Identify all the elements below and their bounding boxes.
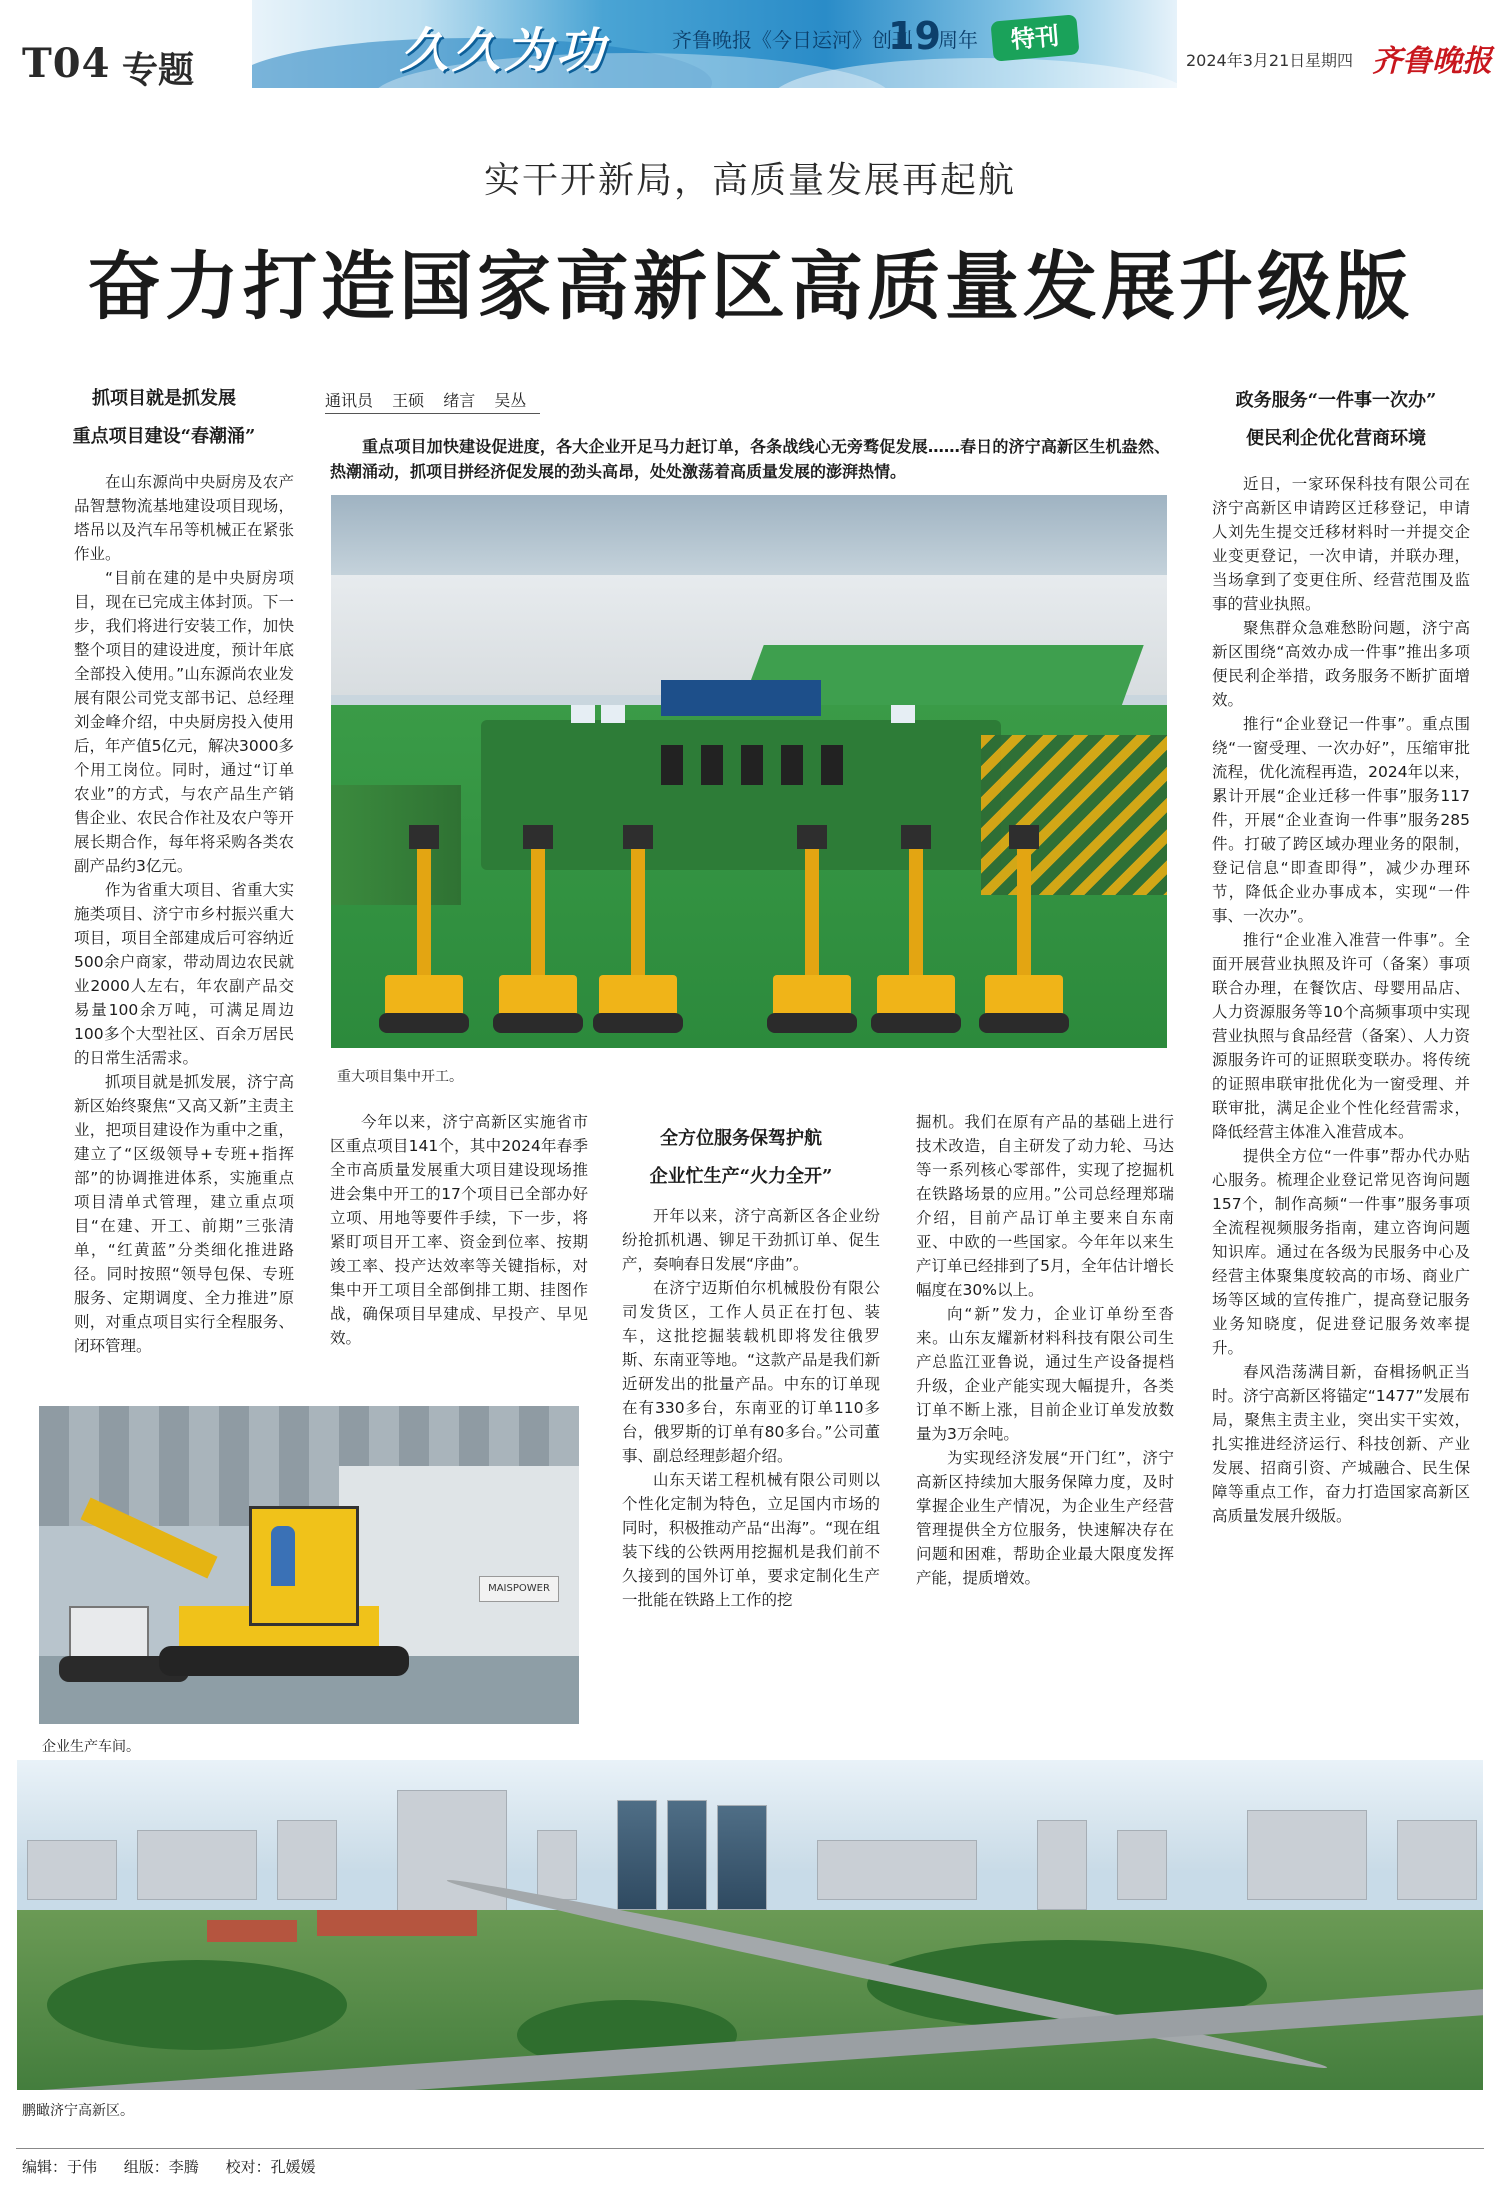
photo-building [137,1830,257,1900]
banner-text: 齐鲁晚报《今日运河》创刊 [672,28,912,52]
paragraph: 春风浩荡满目新，奋楫扬帆正当时。济宁高新区将锚定“1477”发展布局，聚焦主责主业，突出实干实效，扎实推进经济运行、科技创新、产业发展、招商引资、产城融合、民生保障等重点工作，奋力打造国家高新区高质量发展升级版。 [1212,1363,1470,1525]
banner-logo: 久久为功 [400,23,609,79]
paragraph: 开年以来，济宁高新区各企业纷纷抢抓机遇、铆足干劲抓订单、促生产，奏响春日发展“序曲”。 [622,1207,880,1273]
middle-subhead-2: 企业忙生产“火力全开” [649,1166,833,1187]
photo-caption-workshop: 企业生产车间。 [42,1739,140,1755]
kicker-title: 实干开新局，高质量发展再起航 [483,160,1016,201]
photo-machine [821,745,843,785]
headline: 奋力打造国家高新区高质量发展升级版 [87,244,1413,330]
groundbreaking-photo [331,495,1167,1048]
photo-building [1247,1810,1367,1900]
paragraph: 山东天诺工程机械有限公司则以个性化定制为特色，立足国内市场的同时，积极推动产品“出海”。“现在组装下线的公铁两用挖掘机是我们前不久接到的国外订单，要求定制化生产一批能在铁路上工作的挖 [622,1471,880,1609]
photo-machine [701,745,723,785]
byline-role: 通讯员 [325,391,374,410]
photo-building [1117,1830,1167,1900]
photo-building [537,1830,577,1900]
photo-worker [271,1526,295,1586]
photo-tent [891,705,915,723]
photo-sky [331,495,1167,585]
photo-glass-tower [717,1805,767,1910]
right-subhead-1: 政务服务“一件事一次办” [1235,390,1437,411]
excavator [493,825,583,1040]
paragraph: 提供全方位“一件事”帮办代办贴心服务。梳理企业登记常见咨询问题157个，制作高频“一件事”服务事项全流程视频服务指南，建立咨询问题知识库。通过在各级为民服务中心及经营主体聚集度较高的市场、商业广场等区域的宣传推广，提高登记服务业务知晓度，促进登记服务效率提升。 [1212,1147,1470,1357]
byline [325,388,540,414]
photo-building [1397,1820,1477,1900]
byline-author: 吴丛 [494,391,527,410]
photo-trees [47,1960,347,2050]
photo-stage [661,680,821,716]
publication-weekday: 星期四 [1305,51,1354,70]
byline-author: 绪言 [443,391,476,410]
footer-editor: 编辑：于伟 [22,2158,98,2176]
publication-date: 2024年3月21日 [1186,51,1306,70]
paragraph: 推行“企业登记一件事”。重点围绕“一窗受理、一次办好”，压缩审批流程，优化流程再造，2024年以来，累计开展“企业迁移一件事”服务117件，开展“企业查询一件事”服务285件。打破了跨区域办理业务的限制，登记信息“即查即得”，减少办理环节，降低企业办事成本，实现“一件事、一次办”。 [1212,715,1470,925]
photo-track [159,1646,409,1676]
banner-wave [772,58,1177,88]
middle-right-column-text [916,1110,1174,1750]
paragraph: 为实现经济发展“开门红”，济宁高新区持续加大服务保障力度，及时掌握企业生产情况，为企业生产经营管理提供全方位服务，快速解决存在问题和困难，帮助企业最大限度发挥产能，提质增效。 [916,1449,1174,1587]
excavator [379,825,469,1040]
middle-column-text [622,1204,880,1724]
photo-tent [571,705,595,723]
photo-machine [741,745,763,785]
excavator [593,825,683,1040]
anniversary-banner [252,0,1177,88]
photo-red-roof [207,1920,297,1942]
paragraph: 作为省重大项目、省重大实施类项目、济宁市乡村振兴重大项目，项目全部建成后可容纳近500余户商家，带动周边农民就业2000人左右，年农副产品交易量100余万吨，可满足周边100多个大型社区、百余万居民的日常生活需求。 [74,881,294,1067]
photo-signboard: MAISPOWER [479,1576,559,1602]
byline-author: 王硕 [392,391,425,410]
photo-glass-tower [667,1800,707,1910]
photo-machine [781,745,803,785]
photo-caption-groundbreaking: 重大项目集中开工。 [337,1069,463,1085]
banner-years: 19 [888,14,941,58]
paragraph: 向“新”发力，企业订单纷至沓来。山东友耀新材料科技有限公司生产总监江亚鲁说，通过生产设备提档升级，企业产能实现大幅提升，各类订单不断上涨，目前企业订单发放数量为3万余吨。 [916,1305,1174,1443]
banner-years-unit: 周年 [938,28,978,52]
right-subhead-2: 便民利企优化营商环境 [1246,428,1426,449]
photo-machine [661,745,683,785]
photo-building [817,1840,977,1900]
left-subhead-1: 抓项目就是抓发展 [92,388,236,409]
middle-left-column-text [330,1110,588,1400]
paragraph: 聚焦群众急难愁盼问题，济宁高新区围绕“高效办成一件事”推出多项便民利企举措，政务服务不断扩面增效。 [1212,619,1470,709]
left-subhead-2: 重点项目建设“春潮涌” [72,426,256,447]
photo-building [27,1840,117,1900]
footer-proofreader: 校对：孔媛媛 [225,2158,316,2176]
paragraph: 在山东源尚中央厨房及农产品智慧物流基地建设项目现场，塔吊以及汽车吊等机械正在紧张作业。 [74,473,294,563]
middle-subhead-1: 全方位服务保驾护航 [660,1128,822,1149]
footer-layout: 组版：李腾 [123,2158,199,2176]
photo-glass-tower [617,1800,657,1910]
footer-credits [22,2156,338,2177]
paragraph: 在济宁迈斯伯尔机械股份有限公司发货区，工作人员正在打包、装车，这批挖掘装载机即将发往俄罗斯、东南亚等地。“这款产品是我们新近研发出的批量产品。中东的订单现在有330多台，东南亚的订单110多台，俄罗斯的订单有80多台。”公司董事、副总经理彭超介绍。 [622,1279,880,1465]
right-column-text [1212,472,1470,1742]
excavator [767,825,857,1040]
excavator [979,825,1069,1040]
paragraph: 掘机。我们在原有产品的基础上进行技术改造，自主研发了动力轮、马达等一系列核心零部件，实现了挖掘机在铁路场景的应用。”公司总经理郑瑞介绍，目前产品订单主要来自东南亚、中欧的一些国家。今年年以来生产订单已经排到了5月，全年估计增长幅度在30%以上。 [916,1113,1174,1299]
workshop-photo [39,1406,579,1724]
aerial-photo [17,1760,1483,2090]
paragraph: 今年以来，济宁高新区实施省市区重点项目141个，其中2024年春季全市高质量发展重大项目建设现场推进会集中开工的17个项目已全部办好立项、用地等要件手续，下一步，将紧盯项目开工率、资金到位率、按期竣工率、投产达效率等关键指标，对集中开工项目全部倒排工期、挂图作战，确保项目早建成、早投产、早见效。 [330,1113,588,1347]
lede-paragraph: 重点项目加快建设促进度，各大企业开足马力赶订单，各条战线心无旁骛促发展……春日的济宁高新区生机盎然、热潮涌动，抓项目拼经济促发展的劲头高昂，处处激荡着高质量发展的澎湃热情。 [330,437,1170,481]
page-number: T04 [22,40,111,87]
photo-excavator-cab [249,1506,359,1626]
photo-building [277,1820,337,1900]
newspaper-brand-logo: 齐鲁晚报 [1372,44,1492,79]
photo-red-roof [317,1910,477,1936]
paragraph: 抓项目就是抓发展，济宁高新区始终聚焦“又高又新”主责主业，把项目建设作为重中之重，建立了“区级领导+专班+指挥部”的协调推进体系，实施重点项目清单式管理，建立重点项目“在建、开工、前期”三张清单，“红黄蓝”分类细化推进路径。同时按照“领导包保、专班服务、定期调度、全力推进”原则，对重点项目实行全程服务、闭环管理。 [74,1073,294,1355]
paragraph: 推行“企业准入准营一件事”。全面开展营业执照及许可（备案）事项联合办理，在餐饮店、母婴用品店、人力资源服务等10个高频事项中实现营业执照与食品经营（备案）、人力资源服务许可的证照联变联办。将传统的证照串联审批优化为一窗受理、并联审批，满足企业个性化经营需求，降低经营主体准入准营成本。 [1212,931,1470,1141]
paragraph: “目前在建的是中央厨房项目，现在已完成主体封顶。下一步，我们将进行安装工作，加快整个项目的建设进度，预计年底全部投入使用。”山东源尚农业发展有限公司党支部书记、总经理刘金峰介绍，中央厨房投入使用后，年产值5亿元，解决3000多个用工岗位。同时，通过“订单农业”的方式，与农产品生产销售企业、农民合作社及农户等开展长期合作，每年将采购各类农副产品约3亿元。 [74,569,294,875]
left-column-text [74,470,294,1390]
photo-caption-aerial: 鹏瞰济宁高新区。 [22,2103,134,2119]
section-name: 专题 [122,49,195,91]
excavator [871,825,961,1040]
photo-tent [601,705,625,723]
footer-divider [16,2148,1484,2149]
photo-building [1037,1820,1087,1910]
paragraph: 近日，一家环保科技有限公司在济宁高新区申请跨区迁移登记，申请人刘先生提交迁移材料时一并提交企业变更登记，一次申请，并联办理，当场拿到了变更住所、经营范围及监事的营业执照。 [1212,475,1470,613]
special-edition-badge: 特刊 [990,14,1079,61]
